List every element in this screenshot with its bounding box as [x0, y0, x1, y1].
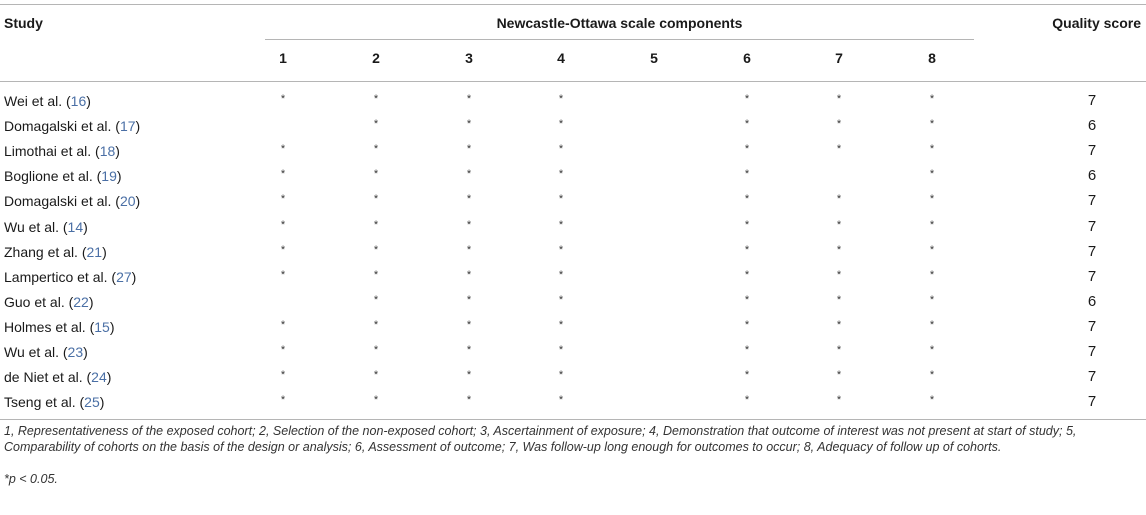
- component-star-cell: *: [466, 218, 472, 231]
- component-star-cell: *: [373, 93, 379, 105]
- study-author: Wu et al. (: [4, 218, 68, 235]
- table-footnote-pvalue: *p < 0.05.: [4, 472, 58, 486]
- component-star-cell: *: [929, 243, 935, 256]
- study-author: Boglione et al. (: [4, 168, 102, 185]
- study-name: [4, 343, 88, 361]
- component-star-cell: *: [466, 369, 472, 382]
- component-star-cell: *: [466, 143, 472, 156]
- component-star-cell: *: [466, 118, 472, 131]
- component-star-cell: *: [373, 218, 379, 231]
- component-star-cell: *: [929, 394, 935, 407]
- component-star-cell: *: [280, 218, 286, 231]
- component-star-cell: *: [744, 168, 750, 181]
- quality-score-column-header: Quality score: [1052, 15, 1141, 31]
- study-name: [4, 218, 88, 236]
- component-star-cell: *: [373, 118, 379, 131]
- component-star-cell: *: [744, 118, 750, 131]
- closing-paren: ): [109, 318, 115, 335]
- reference-link[interactable]: 23: [67, 344, 84, 360]
- component-star-cell: *: [558, 268, 564, 281]
- component-star-cell: *: [744, 268, 750, 281]
- study-name: [4, 293, 94, 311]
- nos-components-group-header: Newcastle-Ottawa scale components: [496, 15, 743, 31]
- component-star-cell: *: [744, 243, 750, 256]
- component-column-header: 3: [465, 50, 473, 66]
- reference-link[interactable]: 27: [116, 268, 132, 285]
- component-star-cell: *: [558, 369, 564, 382]
- component-star-cell: *: [929, 168, 935, 181]
- component-column-header: 6: [743, 50, 751, 66]
- component-column-header: 2: [372, 50, 380, 66]
- table-bottom-rule: [0, 419, 1146, 420]
- component-column-header: 5: [650, 50, 658, 66]
- component-star-cell: *: [836, 143, 842, 156]
- quality-score-cell: 6: [1087, 292, 1097, 310]
- component-star-cell: *: [744, 394, 750, 407]
- component-star-cell: *: [836, 344, 842, 356]
- component-star-cell: *: [836, 394, 842, 407]
- reference-link[interactable]: 21: [86, 243, 103, 260]
- component-star-cell: *: [558, 218, 564, 231]
- study-column-header: Study: [4, 15, 43, 31]
- table-row: [0, 340, 1146, 365]
- component-star-cell: *: [836, 193, 842, 206]
- study-author: Guo et al. (: [4, 293, 74, 310]
- component-star-cell: *: [373, 193, 379, 206]
- component-star-cell: *: [836, 293, 842, 306]
- component-star-cell: *: [373, 243, 379, 256]
- component-star-cell: *: [929, 143, 935, 156]
- component-star-cell: *: [836, 118, 842, 131]
- component-star-cell: *: [466, 344, 472, 356]
- study-name: [4, 318, 115, 336]
- quality-score-cell: 6: [1087, 117, 1097, 135]
- component-star-cell: *: [836, 318, 842, 331]
- table-row: [0, 164, 1146, 189]
- table-row: [0, 390, 1146, 415]
- header-bottom-rule: [0, 81, 1146, 82]
- closing-paren: ): [135, 193, 141, 210]
- component-star-cell: *: [373, 293, 379, 306]
- closing-paren: ): [131, 268, 137, 285]
- study-name: [4, 243, 107, 261]
- study-name: [4, 368, 111, 386]
- closing-paren: ): [83, 344, 88, 360]
- closing-paren: ): [86, 93, 91, 109]
- component-star-cell: *: [280, 168, 286, 181]
- component-star-cell: *: [280, 93, 286, 105]
- component-star-cell: *: [466, 243, 472, 256]
- study-author: Domagalski et al. (: [4, 118, 120, 135]
- study-author: Lampertico et al. (: [4, 268, 117, 285]
- group-header-rule: [265, 39, 974, 40]
- reference-link[interactable]: 22: [73, 293, 89, 310]
- component-column-header: 8: [928, 50, 936, 66]
- component-star-cell: *: [929, 293, 935, 306]
- table-footnote-legend: 1, Representativeness of the exposed cohort; 2, Selection of the non-exposed cohort; 3, Ascertainment of exposure; 4, Demonstration that outcome of interest was not present at start of study; 5, Comparability of cohorts on the basis of the design or analysis; 6, Assessment of outcome; 7, Was follow-up long enough for outcomes to occur; 8, Adequacy of follow up of cohorts.: [4, 424, 1077, 454]
- component-star-cell: *: [373, 369, 379, 382]
- table-row: [0, 114, 1146, 139]
- component-star-cell: *: [280, 344, 286, 356]
- component-star-cell: *: [836, 268, 842, 281]
- quality-score-cell: 7: [1087, 267, 1097, 285]
- quality-score-cell: 7: [1087, 242, 1097, 260]
- study-author: Wu et al. (: [4, 344, 68, 360]
- component-star-cell: *: [466, 168, 472, 181]
- component-star-cell: *: [280, 369, 286, 382]
- study-author: Wei et al. (: [4, 93, 71, 109]
- component-column-header: 1: [279, 50, 287, 66]
- table-row: [0, 365, 1146, 390]
- quality-score-cell: 7: [1087, 192, 1097, 210]
- table-row: [0, 265, 1146, 290]
- study-name: [4, 142, 120, 160]
- table-row: [0, 240, 1146, 265]
- closing-paren: ): [106, 369, 112, 386]
- component-star-cell: *: [744, 143, 750, 156]
- component-star-cell: *: [280, 394, 286, 407]
- component-star-cell: *: [558, 193, 564, 206]
- component-column-header: 7: [835, 50, 843, 66]
- component-star-cell: *: [466, 318, 472, 331]
- closing-paren: ): [102, 243, 107, 260]
- reference-link[interactable]: 20: [119, 193, 136, 210]
- quality-score-cell: 7: [1087, 217, 1097, 235]
- component-star-cell: *: [836, 218, 842, 231]
- quality-score-cell: 7: [1087, 393, 1097, 411]
- component-star-cell: *: [558, 344, 564, 356]
- component-star-cell: *: [558, 143, 564, 156]
- component-star-cell: *: [836, 243, 842, 256]
- component-star-cell: *: [836, 93, 842, 105]
- quality-score-cell: 7: [1087, 317, 1097, 335]
- component-star-cell: *: [280, 243, 286, 256]
- closing-paren: ): [116, 168, 122, 185]
- component-star-cell: *: [744, 369, 750, 382]
- reference-link[interactable]: 16: [70, 93, 87, 109]
- component-star-cell: *: [373, 318, 379, 331]
- study-name: [4, 167, 122, 185]
- study-name: [4, 268, 136, 286]
- component-star-cell: *: [929, 218, 935, 231]
- study-author: de Niet et al. (: [4, 369, 92, 386]
- quality-score-cell: 7: [1087, 343, 1097, 360]
- study-name: [4, 92, 91, 110]
- component-column-header: 4: [557, 50, 565, 66]
- component-star-cell: *: [558, 293, 564, 306]
- study-author: Tseng et al. (: [4, 394, 85, 411]
- reference-link[interactable]: 25: [84, 394, 100, 411]
- component-star-cell: *: [373, 394, 379, 407]
- reference-link[interactable]: 18: [99, 143, 116, 160]
- reference-link[interactable]: 24: [91, 369, 107, 386]
- component-star-cell: *: [744, 193, 750, 206]
- component-star-cell: *: [466, 193, 472, 206]
- component-star-cell: *: [744, 93, 750, 105]
- quality-score-cell: 7: [1087, 92, 1097, 109]
- component-star-cell: *: [836, 369, 842, 382]
- component-star-cell: *: [558, 318, 564, 331]
- component-star-cell: *: [744, 344, 750, 356]
- component-star-cell: *: [466, 293, 472, 306]
- component-star-cell: *: [744, 293, 750, 306]
- study-author: Zhang et al. (: [4, 243, 87, 260]
- component-star-cell: *: [373, 143, 379, 156]
- component-star-cell: *: [466, 93, 472, 105]
- reference-link[interactable]: 15: [94, 318, 110, 335]
- component-star-cell: *: [373, 344, 379, 356]
- closing-paren: ): [135, 118, 141, 135]
- component-star-cell: *: [929, 344, 935, 356]
- table-row: [0, 315, 1146, 340]
- closing-paren: ): [115, 143, 120, 160]
- study-name: [4, 192, 140, 210]
- component-star-cell: *: [929, 193, 935, 206]
- component-star-cell: *: [929, 318, 935, 331]
- component-star-cell: *: [558, 93, 564, 105]
- component-star-cell: *: [929, 93, 935, 105]
- component-star-cell: *: [558, 243, 564, 256]
- table-row: [0, 189, 1146, 214]
- closing-paren: ): [99, 394, 105, 411]
- reference-link[interactable]: 14: [67, 218, 84, 235]
- closing-paren: ): [83, 218, 88, 235]
- component-star-cell: *: [744, 218, 750, 231]
- component-star-cell: *: [558, 118, 564, 131]
- study-author: Domagalski et al. (: [4, 193, 120, 210]
- study-author: Holmes et al. (: [4, 318, 95, 335]
- component-star-cell: *: [280, 143, 286, 156]
- component-star-cell: *: [558, 394, 564, 407]
- study-name: [4, 393, 104, 411]
- component-star-cell: *: [373, 268, 379, 281]
- study-name: [4, 117, 140, 135]
- quality-score-cell: 7: [1087, 142, 1097, 160]
- closing-paren: ): [88, 293, 94, 310]
- table-row: [0, 139, 1146, 164]
- table-top-rule: [0, 4, 1146, 5]
- component-star-cell: *: [280, 268, 286, 281]
- component-star-cell: *: [466, 394, 472, 407]
- quality-score-cell: 7: [1087, 368, 1097, 386]
- table-row: [0, 290, 1146, 315]
- component-star-cell: *: [466, 268, 472, 281]
- table-row: [0, 89, 1146, 114]
- component-star-cell: *: [929, 268, 935, 281]
- reference-link[interactable]: 19: [101, 168, 117, 185]
- component-star-cell: *: [280, 193, 286, 206]
- reference-link[interactable]: 17: [119, 118, 136, 135]
- component-star-cell: *: [744, 318, 750, 331]
- study-author: Limothai et al. (: [4, 143, 100, 160]
- component-star-cell: *: [558, 168, 564, 181]
- component-star-cell: *: [929, 118, 935, 131]
- quality-score-cell: 6: [1087, 167, 1097, 185]
- table-row: [0, 215, 1146, 240]
- component-star-cell: *: [280, 318, 286, 331]
- component-star-cell: *: [373, 168, 379, 181]
- component-star-cell: *: [929, 369, 935, 382]
